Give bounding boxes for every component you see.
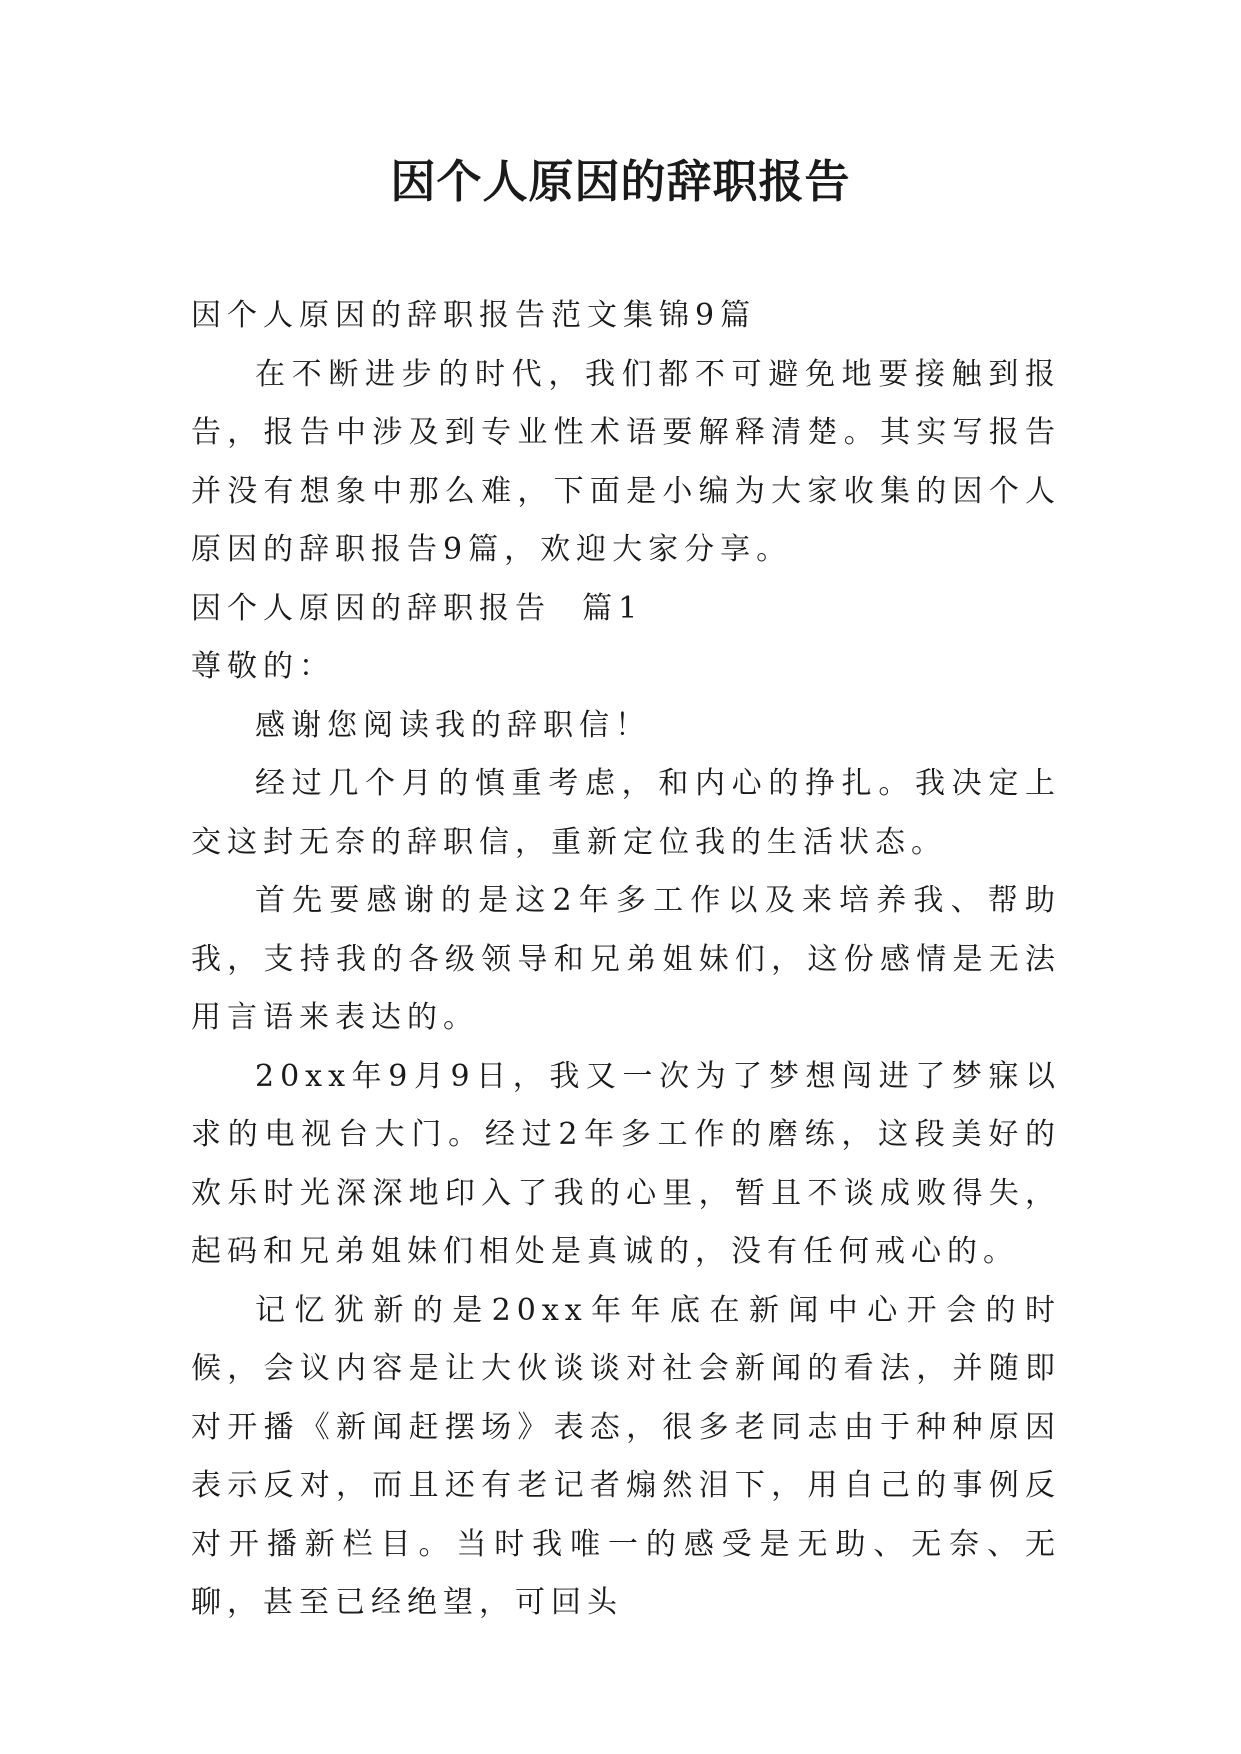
document-title: 因个人原因的辞职报告 [390,155,851,208]
body-paragraph: 首先要感谢的是这2年多工作以及来培养我、帮助我，支持我的各级领导和兄弟姐妹们，这份感情是无法用言语来表达的。 [191,883,1061,1035]
intro-paragraph: 在不断进步的时代，我们都不可避免地要接触到报告，报告中涉及到专业性术语要解释清楚。其实写报告并没有想象中那么难，下面是小编为大家收集的因个人原因的辞职报告9篇，欢迎大家分享。 [191,356,1061,567]
body-paragraph: 感谢您阅读我的辞职信！ [255,707,651,743]
body-paragraph: 记忆犹新的是20xx年年底在新闻中心开会的时候，会议内容是让大伙谈谈对社会新闻的看法，并随即对开播《新闻赶摆场》表态，很多老同志由于种种原因表示反对，而且还有老记者煽然泪下，用自己的事例反对开播新栏目。当时我唯一的感受是无助、无奈、无聊，甚至已经绝望，可回头 [191,1292,1061,1620]
section-heading: 因个人原因的辞职报告 篇1 [191,590,644,626]
document-body [191,287,1061,1633]
document-subtitle: 因个人原因的辞职报告范文集锦9篇 [191,298,757,333]
body-paragraph: 经过几个月的慎重考虑，和内心的挣扎。我决定上交这封无奈的辞职信，重新定位我的生活状态。 [191,766,1061,860]
body-paragraph: 20xx年9月9日，我又一次为了梦想闯进了梦寐以求的电视台大门。经过2年多工作的磨练，这段美好的欢乐时光深深地印入了我的心里，暂且不谈成败得失，起码和兄弟姐妹们相处是真诚的，没有任何戒心的。 [191,1058,1061,1269]
salutation: 尊敬的： [191,649,335,684]
